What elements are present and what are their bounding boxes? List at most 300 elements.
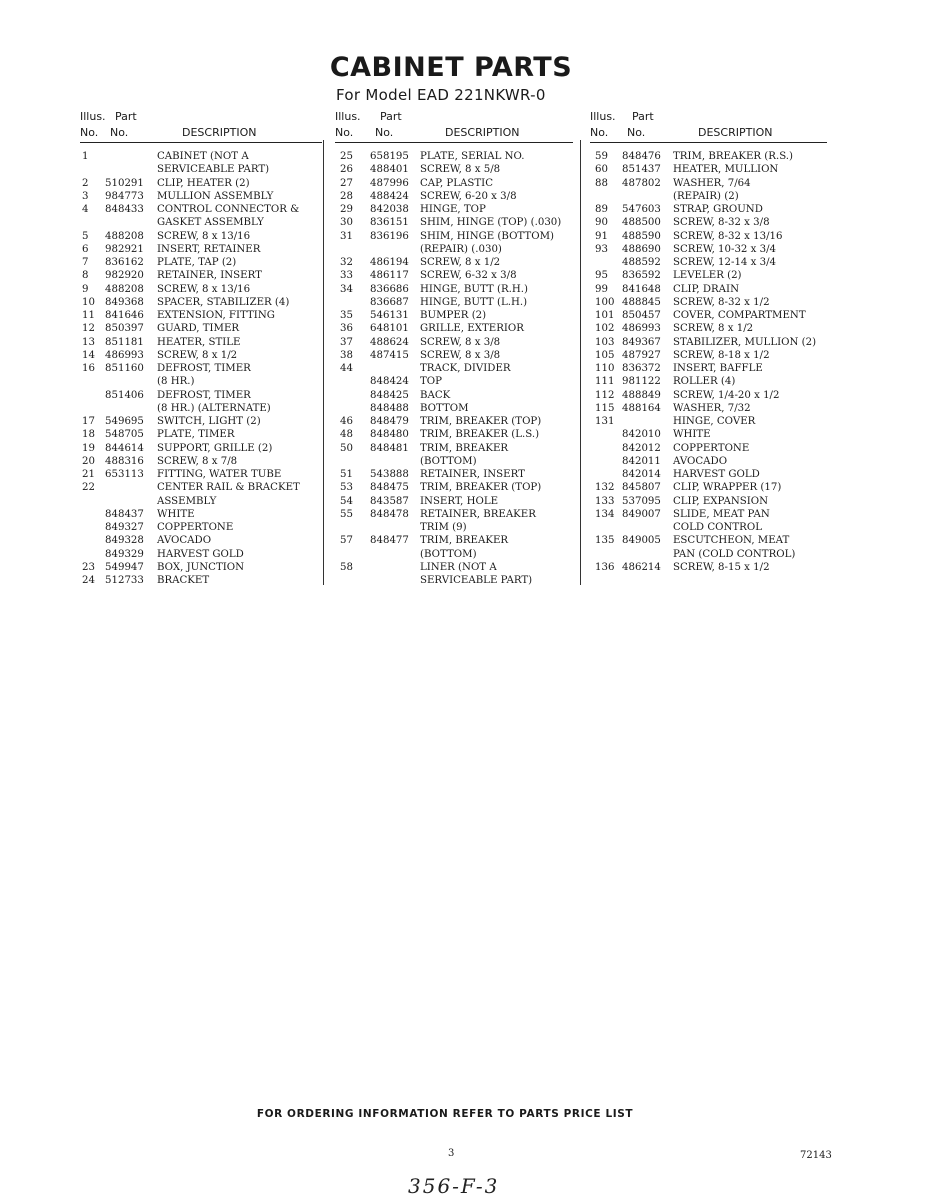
table-row [80,468,322,481]
description: SCREW, 6-32 x 3/8 [420,270,517,282]
description: SERVICEABLE PART) [420,575,533,586]
table-row [80,336,322,349]
illus-no: 2 [82,177,89,189]
part-no: 842012 [622,442,661,454]
description: INSERT, RETAINER [157,243,261,255]
description: CLIP, HEATER (2) [157,177,250,189]
part-no: 836162 [105,257,144,268]
description: BACK [420,389,451,401]
table-row [80,521,322,534]
table-row [80,495,322,508]
description: (REPAIR) (2) [673,190,739,202]
illus-no: 16 [82,363,95,374]
table-row [335,296,573,309]
illus-no: 54 [340,495,353,507]
description: WHITE [673,429,711,441]
table-row [590,521,827,534]
description: EXTENSION, FITTING [157,310,275,321]
illus-no: 101 [595,310,615,321]
description: ESCUTCHEON, MEAT [673,535,790,547]
illus-no: 1 [82,151,89,162]
illus-no: 103 [595,336,615,348]
description: STABILIZER, MULLION (2) [673,336,817,348]
table-row [335,428,573,441]
illus-no: 19 [82,442,95,454]
description: SCREW, 8-32 x 13/16 [673,230,783,242]
illus-no: 46 [340,416,353,427]
illus-no: 21 [82,469,95,480]
part-no: 512733 [105,575,144,586]
description: SCREW, 12-14 x 3/4 [673,257,777,268]
description: PLATE, SERIAL NO. [420,151,525,162]
table-row [335,481,573,494]
table-row [80,283,322,296]
description: INSERT, BAFFLE [673,363,763,374]
part-no: 548705 [105,429,144,441]
description: CAP, PLASTIC [420,177,493,189]
illus-no: 32 [340,257,353,268]
illus-header: Illus. [590,110,616,123]
illus-no: 18 [82,429,95,441]
illus-no: 5 [82,230,89,242]
table-row [335,534,573,547]
description: (REPAIR) (.030) [420,243,502,255]
table-row [80,150,322,163]
part-no: 488500 [622,217,661,229]
table-row [80,415,322,428]
table-row [80,362,322,375]
table-row [335,402,573,415]
description: (8 HR.) [157,376,195,388]
part-no: 488401 [370,164,409,176]
part-no: 543888 [370,469,409,480]
table-row [590,216,827,229]
illus-no: 59 [595,151,608,162]
description: WASHER, 7/64 [673,177,751,189]
table-row [80,230,322,243]
part-no: 487802 [622,177,661,189]
description: HEATER, MULLION [673,164,779,176]
part-no: 488592 [622,257,661,268]
model-subtitle: For Model EAD 221NKWR-0 [336,86,546,104]
illus-no: 27 [340,177,353,189]
page-title: CABINET PARTS [329,52,573,83]
part-no: 486214 [622,561,661,573]
part-no-header: No. [110,126,129,139]
illus-no: 89 [595,204,608,215]
table-row [335,256,573,269]
description: COPPERTONE [673,442,750,454]
description: GRILLE, EXTERIOR [420,323,524,335]
illus-no: 55 [340,508,353,520]
illus-no: 48 [340,429,353,441]
part-no: 836372 [622,363,661,374]
illus-no-header: No. [80,126,99,139]
part-no: 487415 [370,349,409,361]
table-row [590,428,827,441]
illus-no: 17 [82,416,95,427]
table-row [335,336,573,349]
description: COPPERTONE [157,522,234,533]
description: SCREW, 8 x 1/2 [157,349,238,361]
illus-no: 20 [82,455,95,467]
description: ASSEMBLY [157,495,217,507]
table-row [80,190,322,203]
part-no: 848433 [105,204,144,215]
table-row [80,375,322,388]
table-row [80,574,322,587]
description: SUPPORT, GRILLE (2) [157,442,273,454]
description: SCREW, 8 x 5/8 [420,164,501,176]
description: BUMPER (2) [420,310,487,321]
table-row [590,442,827,455]
table-row [590,256,827,269]
description: TRACK, DIVIDER [420,363,511,374]
description: LEVELER (2) [673,270,742,282]
table-row [335,442,573,455]
illus-no: 110 [595,363,615,374]
table-row [590,230,827,243]
description: CLIP, WRAPPER (17) [673,482,782,494]
part-no: 488690 [622,243,661,255]
table-row [335,495,573,508]
table-row [80,349,322,362]
part-no: 849007 [622,508,661,520]
description: CLIP, DRAIN [673,283,739,295]
illus-no: 99 [595,283,608,295]
part-no: 487996 [370,177,409,189]
description: RETAINER, INSERT [157,270,262,282]
description: COVER, COMPARTMENT [673,310,806,321]
illus-no: 30 [340,217,353,229]
illus-no: 36 [340,323,353,335]
description: (BOTTOM) [420,548,477,560]
table-row [590,243,827,256]
part-no: 849327 [105,522,144,533]
description: (BOTTOM) [420,455,477,467]
part-no: 982920 [105,270,144,282]
description-header: DESCRIPTION [182,126,257,139]
table-row [335,389,573,402]
illus-no: 51 [340,469,353,480]
parts-column-2 [335,108,573,587]
description: SCREW, 8 x 1/2 [420,257,501,268]
part-no: 848481 [370,442,409,454]
table-row [80,455,322,468]
description: AVOCADO [157,535,212,547]
table-row [335,230,573,243]
illus-header: Illus. [335,110,361,123]
illus-no: 29 [340,204,353,215]
part-no: 653113 [105,469,144,480]
description: CENTER RAIL & BRACKET [157,482,300,494]
description: STRAP, GROUND [673,204,763,215]
illus-no: 11 [82,310,95,321]
table-row [80,402,322,415]
description: CLIP, EXPANSION [673,495,768,507]
description: DEFROST, TIMER [157,363,251,374]
part-no: 658195 [370,151,409,162]
part-no: 984773 [105,190,144,202]
description: SCREW, 8 x 3/8 [420,349,501,361]
description: SCREW, 8 x 7/8 [157,455,238,467]
header-rule [590,142,827,143]
table-row [335,177,573,190]
illus-no: 105 [595,349,615,361]
illus-no: 3 [82,190,89,202]
table-row [590,455,827,468]
illus-no: 131 [595,416,615,427]
table-row [80,534,322,547]
table-row [80,481,322,494]
table-row [80,203,322,216]
page-number: 3 [448,1148,455,1159]
part-no: 486194 [370,257,409,268]
table-row [80,216,322,229]
part-no-header: No. [627,126,646,139]
part-no: 486993 [105,349,144,361]
table-row [335,243,573,256]
part-no: 546131 [370,310,409,321]
description: SCREW, 8 x 13/16 [157,283,251,295]
part-no: 851160 [105,363,144,374]
table-row [80,561,322,574]
table-row [80,243,322,256]
description: SLIDE, MEAT PAN [673,508,770,520]
description: ROLLER (4) [673,376,736,388]
table-row [590,495,827,508]
ordering-info-note: FOR ORDERING INFORMATION REFER TO PARTS PRICE LIST [256,1108,634,1120]
description: (8 HR.) (ALTERNATE) [157,402,271,414]
description: WASHER, 7/32 [673,402,751,414]
part-no-header: No. [375,126,394,139]
illus-no: 14 [82,349,95,361]
illus-no: 53 [340,482,353,494]
description: SCREW, 8-32 x 1/2 [673,296,770,308]
table-row [590,322,827,335]
part-header: Part [115,110,137,123]
part-no: 836196 [370,230,409,242]
table-row [335,574,573,587]
description: SCREW, 8-32 x 3/8 [673,217,770,229]
part-no: 488845 [622,296,661,308]
illus-no: 136 [595,561,615,573]
illus-no: 44 [340,363,353,374]
illus-no: 25 [340,151,353,162]
illus-no: 102 [595,323,615,335]
part-no: 848479 [370,416,409,427]
description: SCREW, 10-32 x 3/4 [673,243,777,255]
part-no: 848477 [370,535,409,547]
illus-no: 60 [595,164,608,176]
description: COLD CONTROL [673,522,762,533]
illus-no: 115 [595,402,615,414]
illus-no: 133 [595,495,615,507]
illus-no: 132 [595,482,615,494]
part-no: 850397 [105,323,144,335]
description: TRIM, BREAKER (L.S.) [420,429,540,441]
part-no: 842014 [622,469,661,480]
description: FITTING, WATER TUBE [157,469,282,480]
column-divider [580,140,581,585]
illus-no: 4 [82,204,89,215]
part-no: 836686 [370,283,409,295]
illus-no: 58 [340,561,353,573]
illus-no: 37 [340,336,353,348]
document-code: 72143 [800,1150,832,1161]
table-row [335,283,573,296]
table-row [590,203,827,216]
description: TRIM, BREAKER (R.S.) [673,151,794,162]
illus-no: 111 [595,376,615,388]
header-rule [335,142,573,143]
description: HINGE, BUTT (R.H.) [420,283,528,295]
description: SERVICEABLE PART) [157,164,270,176]
description: SHIM, HINGE (TOP) (.030) [420,217,562,229]
table-row [80,177,322,190]
description: SCREW, 8-18 x 1/2 [673,349,770,361]
table-row [80,296,322,309]
description: WHITE [157,508,195,520]
table-row [590,534,827,547]
part-no: 851437 [622,164,661,176]
description: SWITCH, LIGHT (2) [157,416,261,427]
table-row [590,163,827,176]
table-row [335,163,573,176]
table-row [335,455,573,468]
part-no: 836151 [370,217,409,229]
illus-no: 134 [595,508,615,520]
part-no: 848488 [370,402,409,414]
illus-no: 88 [595,177,608,189]
table-row [590,150,827,163]
illus-no: 135 [595,535,615,547]
part-no: 547603 [622,204,661,215]
table-row [335,216,573,229]
illus-no-header: No. [590,126,609,139]
table-row [335,375,573,388]
illus-no: 57 [340,535,353,547]
table-row [80,322,322,335]
description: BRACKET [157,575,210,586]
description: BOTTOM [420,402,469,414]
table-row [590,362,827,375]
column-header [335,108,573,144]
part-no: 488208 [105,230,144,242]
table-row [590,508,827,521]
part-no: 488316 [105,455,144,467]
table-row [80,163,322,176]
description: RETAINER, INSERT [420,469,525,480]
table-row [590,415,827,428]
illus-no: 6 [82,243,89,255]
part-no: 845807 [622,482,661,494]
table-row [335,203,573,216]
part-no: 848480 [370,429,409,441]
description: SCREW, 8 x 3/8 [420,336,501,348]
table-row [590,402,827,415]
description: MULLION ASSEMBLY [157,190,274,202]
part-no: 487927 [622,349,661,361]
table-row [590,349,827,362]
part-no: 849328 [105,535,144,547]
part-no: 848475 [370,482,409,494]
part-header: Part [632,110,654,123]
part-no: 488424 [370,190,409,202]
description: SCREW, 8 x 13/16 [157,230,251,242]
table-row [335,548,573,561]
illus-no: 23 [82,561,95,573]
description: HARVEST GOLD [157,548,244,560]
table-row [590,296,827,309]
table-row [80,309,322,322]
table-row [590,309,827,322]
part-no: 851406 [105,389,144,401]
description: SHIM, HINGE (BOTTOM) [420,230,554,242]
description: GUARD, TIMER [157,323,240,335]
illus-header: Illus. [80,110,106,123]
illus-no: 10 [82,296,95,308]
description: RETAINER, BREAKER [420,508,536,520]
illus-no: 112 [595,389,615,401]
description: PLATE, TIMER [157,429,235,441]
part-no: 488164 [622,402,661,414]
part-no: 982921 [105,243,144,255]
illus-no: 90 [595,217,608,229]
description: SCREW, 1/4-20 x 1/2 [673,389,780,401]
table-row [80,269,322,282]
illus-no: 34 [340,283,353,295]
part-no: 981122 [622,376,661,388]
part-no: 488849 [622,389,661,401]
illus-no: 28 [340,190,353,202]
description: AVOCADO [673,455,728,467]
description: TRIM, BREAKER (TOP) [420,416,542,427]
illus-no: 31 [340,230,353,242]
description: SCREW, 8 x 1/2 [673,323,754,335]
part-no: 849367 [622,336,661,348]
description-header: DESCRIPTION [698,126,773,139]
part-no: 486993 [622,323,661,335]
illus-no: 7 [82,257,89,268]
description: SPACER, STABILIZER (4) [157,296,290,308]
parts-column-3 [590,108,827,574]
description: HINGE, BUTT (L.H.) [420,296,528,308]
description: TRIM, BREAKER (TOP) [420,482,542,494]
part-no: 836592 [622,270,661,282]
illus-no: 100 [595,296,615,308]
column-header [80,108,322,144]
table-row [590,468,827,481]
part-no: 849005 [622,535,661,547]
illus-no: 12 [82,323,95,335]
part-no: 488624 [370,336,409,348]
table-row [80,548,322,561]
part-no: 648101 [370,323,409,335]
illus-no: 9 [82,283,89,295]
table-row [80,389,322,402]
description: HARVEST GOLD [673,469,760,480]
table-row [335,309,573,322]
table-row [590,389,827,402]
part-no: 549695 [105,416,144,427]
description: INSERT, HOLE [420,495,499,507]
description: PLATE, TAP (2) [157,257,237,268]
part-no: 841648 [622,283,661,295]
part-no: 510291 [105,177,144,189]
table-row [335,561,573,574]
table-row [335,150,573,163]
